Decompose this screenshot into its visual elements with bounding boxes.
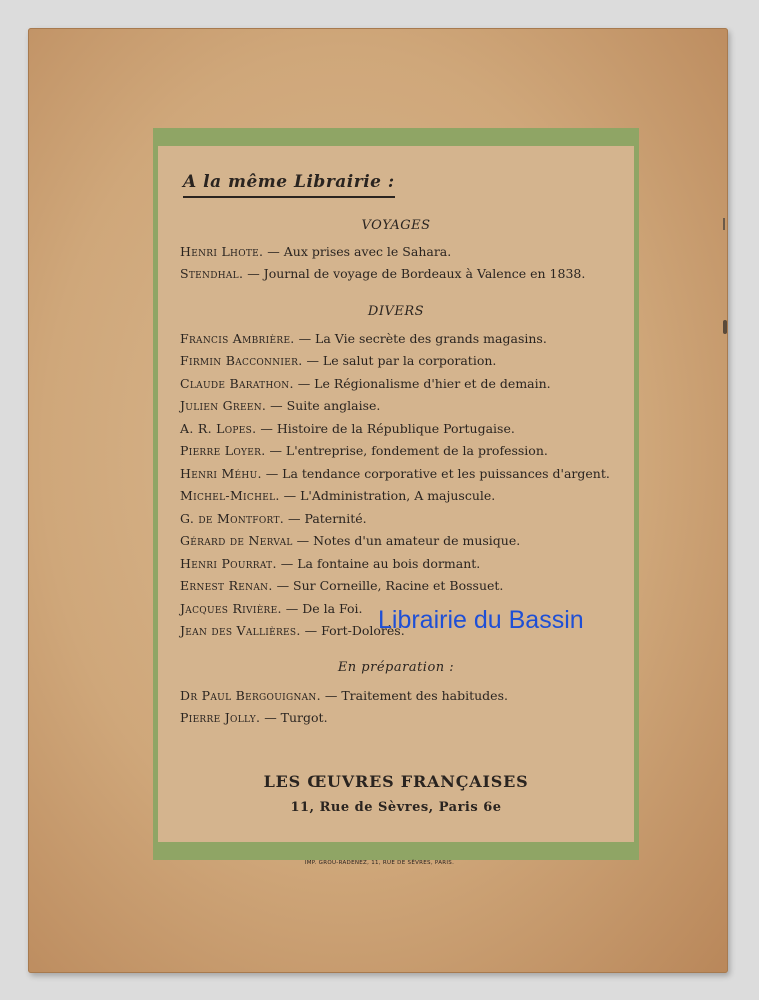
- entry-author: Claude Barathon.: [180, 376, 294, 391]
- edge-mark: [723, 320, 727, 334]
- entry-author: Gérard de Nerval: [180, 533, 293, 548]
- entry-author: Stendhal.: [180, 266, 244, 281]
- frame-border-right: [634, 128, 639, 860]
- list-item: [180, 710, 328, 725]
- section-preparation: En préparation :: [337, 660, 455, 675]
- list-item: [180, 556, 480, 571]
- list-item: [180, 331, 547, 346]
- entry-author: Firmin Bacconnier.: [180, 353, 303, 368]
- list-item: [180, 421, 515, 436]
- entry-author: Ernest Renan.: [180, 578, 273, 593]
- catalog-panel: [158, 146, 634, 842]
- list-item: [180, 266, 585, 281]
- entry-author: Jacques Rivière.: [180, 601, 282, 616]
- entry-title: — L'Administration, A majuscule.: [279, 488, 496, 503]
- entry-title: — La tendance corporative et les puissances d'argent.: [261, 466, 610, 481]
- list-item: [180, 688, 508, 703]
- entry-author: Julien Green.: [180, 398, 267, 413]
- entry-author: A. R. Lopes.: [180, 421, 257, 436]
- entry-title: — Suite anglaise.: [266, 398, 381, 413]
- list-item: [180, 443, 548, 458]
- section-divers: DIVERS: [367, 304, 425, 319]
- entry-title: — Fort-Dolorès.: [300, 623, 405, 638]
- catalog-frame: [153, 128, 639, 860]
- list-item: [180, 466, 610, 481]
- entry-author: Henri Méhu.: [180, 466, 262, 481]
- list-item: [180, 398, 380, 413]
- entry-title: — Notes d'un amateur de musique.: [292, 533, 521, 548]
- list-item: [180, 511, 367, 526]
- entry-author: Michel-Michel.: [180, 488, 280, 503]
- entry-title: — Le Régionalisme d'hier et de demain.: [293, 376, 551, 391]
- entry-title: — Turgot.: [260, 710, 328, 725]
- entry-title: — Journal de voyage de Bordeaux à Valence en 1838.: [243, 266, 586, 281]
- list-item: [180, 353, 496, 368]
- entry-author: Henri Pourrat.: [180, 556, 277, 571]
- entry-title: — La Vie secrète des grands magasins.: [294, 331, 547, 346]
- entry-author: G. de Montfort.: [180, 511, 285, 526]
- entry-title: — Sur Corneille, Racine et Bossuet.: [272, 578, 504, 593]
- entry-title: — Traitement des habitudes.: [320, 688, 508, 703]
- entry-title: — L'entreprise, fondement de la profession.: [265, 443, 548, 458]
- entry-title: — Aux prises avec le Sahara.: [263, 244, 452, 259]
- entry-title: — Paternité.: [284, 511, 367, 526]
- edge-mark: [723, 218, 725, 230]
- entry-author: Jean des Vallières.: [180, 623, 301, 638]
- catalog-heading: A la même Librairie :: [183, 172, 395, 198]
- list-item: [180, 533, 520, 548]
- frame-border-bottom: [153, 842, 639, 860]
- publisher-address: 11, Rue de Sèvres, Paris 6e: [290, 800, 502, 815]
- list-item: [180, 376, 551, 391]
- list-item: [180, 601, 363, 616]
- watermark-text: Librairie du Bassin: [378, 606, 584, 634]
- entry-title: — La fontaine au bois dormant.: [276, 556, 481, 571]
- entry-title: — Histoire de la République Portugaise.: [256, 421, 515, 436]
- list-item: [180, 244, 451, 259]
- frame-border-top: [153, 128, 639, 146]
- entry-author: Henri Lhote.: [180, 244, 264, 259]
- entry-author: Pierre Loyer.: [180, 443, 266, 458]
- list-item: [180, 488, 495, 503]
- entry-author: Dr Paul Bergouignan.: [180, 688, 321, 703]
- entry-title: — Le salut par la corporation.: [302, 353, 497, 368]
- list-item: [180, 623, 405, 638]
- printer-imprint: IMP. GROU-RADENEZ, 11, RUE DE SÈVRES, PARIS.: [304, 860, 455, 866]
- publisher-name: LES ŒUVRES FRANÇAISES: [263, 772, 529, 791]
- list-item: [180, 578, 503, 593]
- entry-author: Pierre Jolly.: [180, 710, 261, 725]
- entry-author: Francis Ambrière.: [180, 331, 295, 346]
- section-voyages: VOYAGES: [361, 218, 431, 233]
- entry-title: — De la Foi.: [281, 601, 363, 616]
